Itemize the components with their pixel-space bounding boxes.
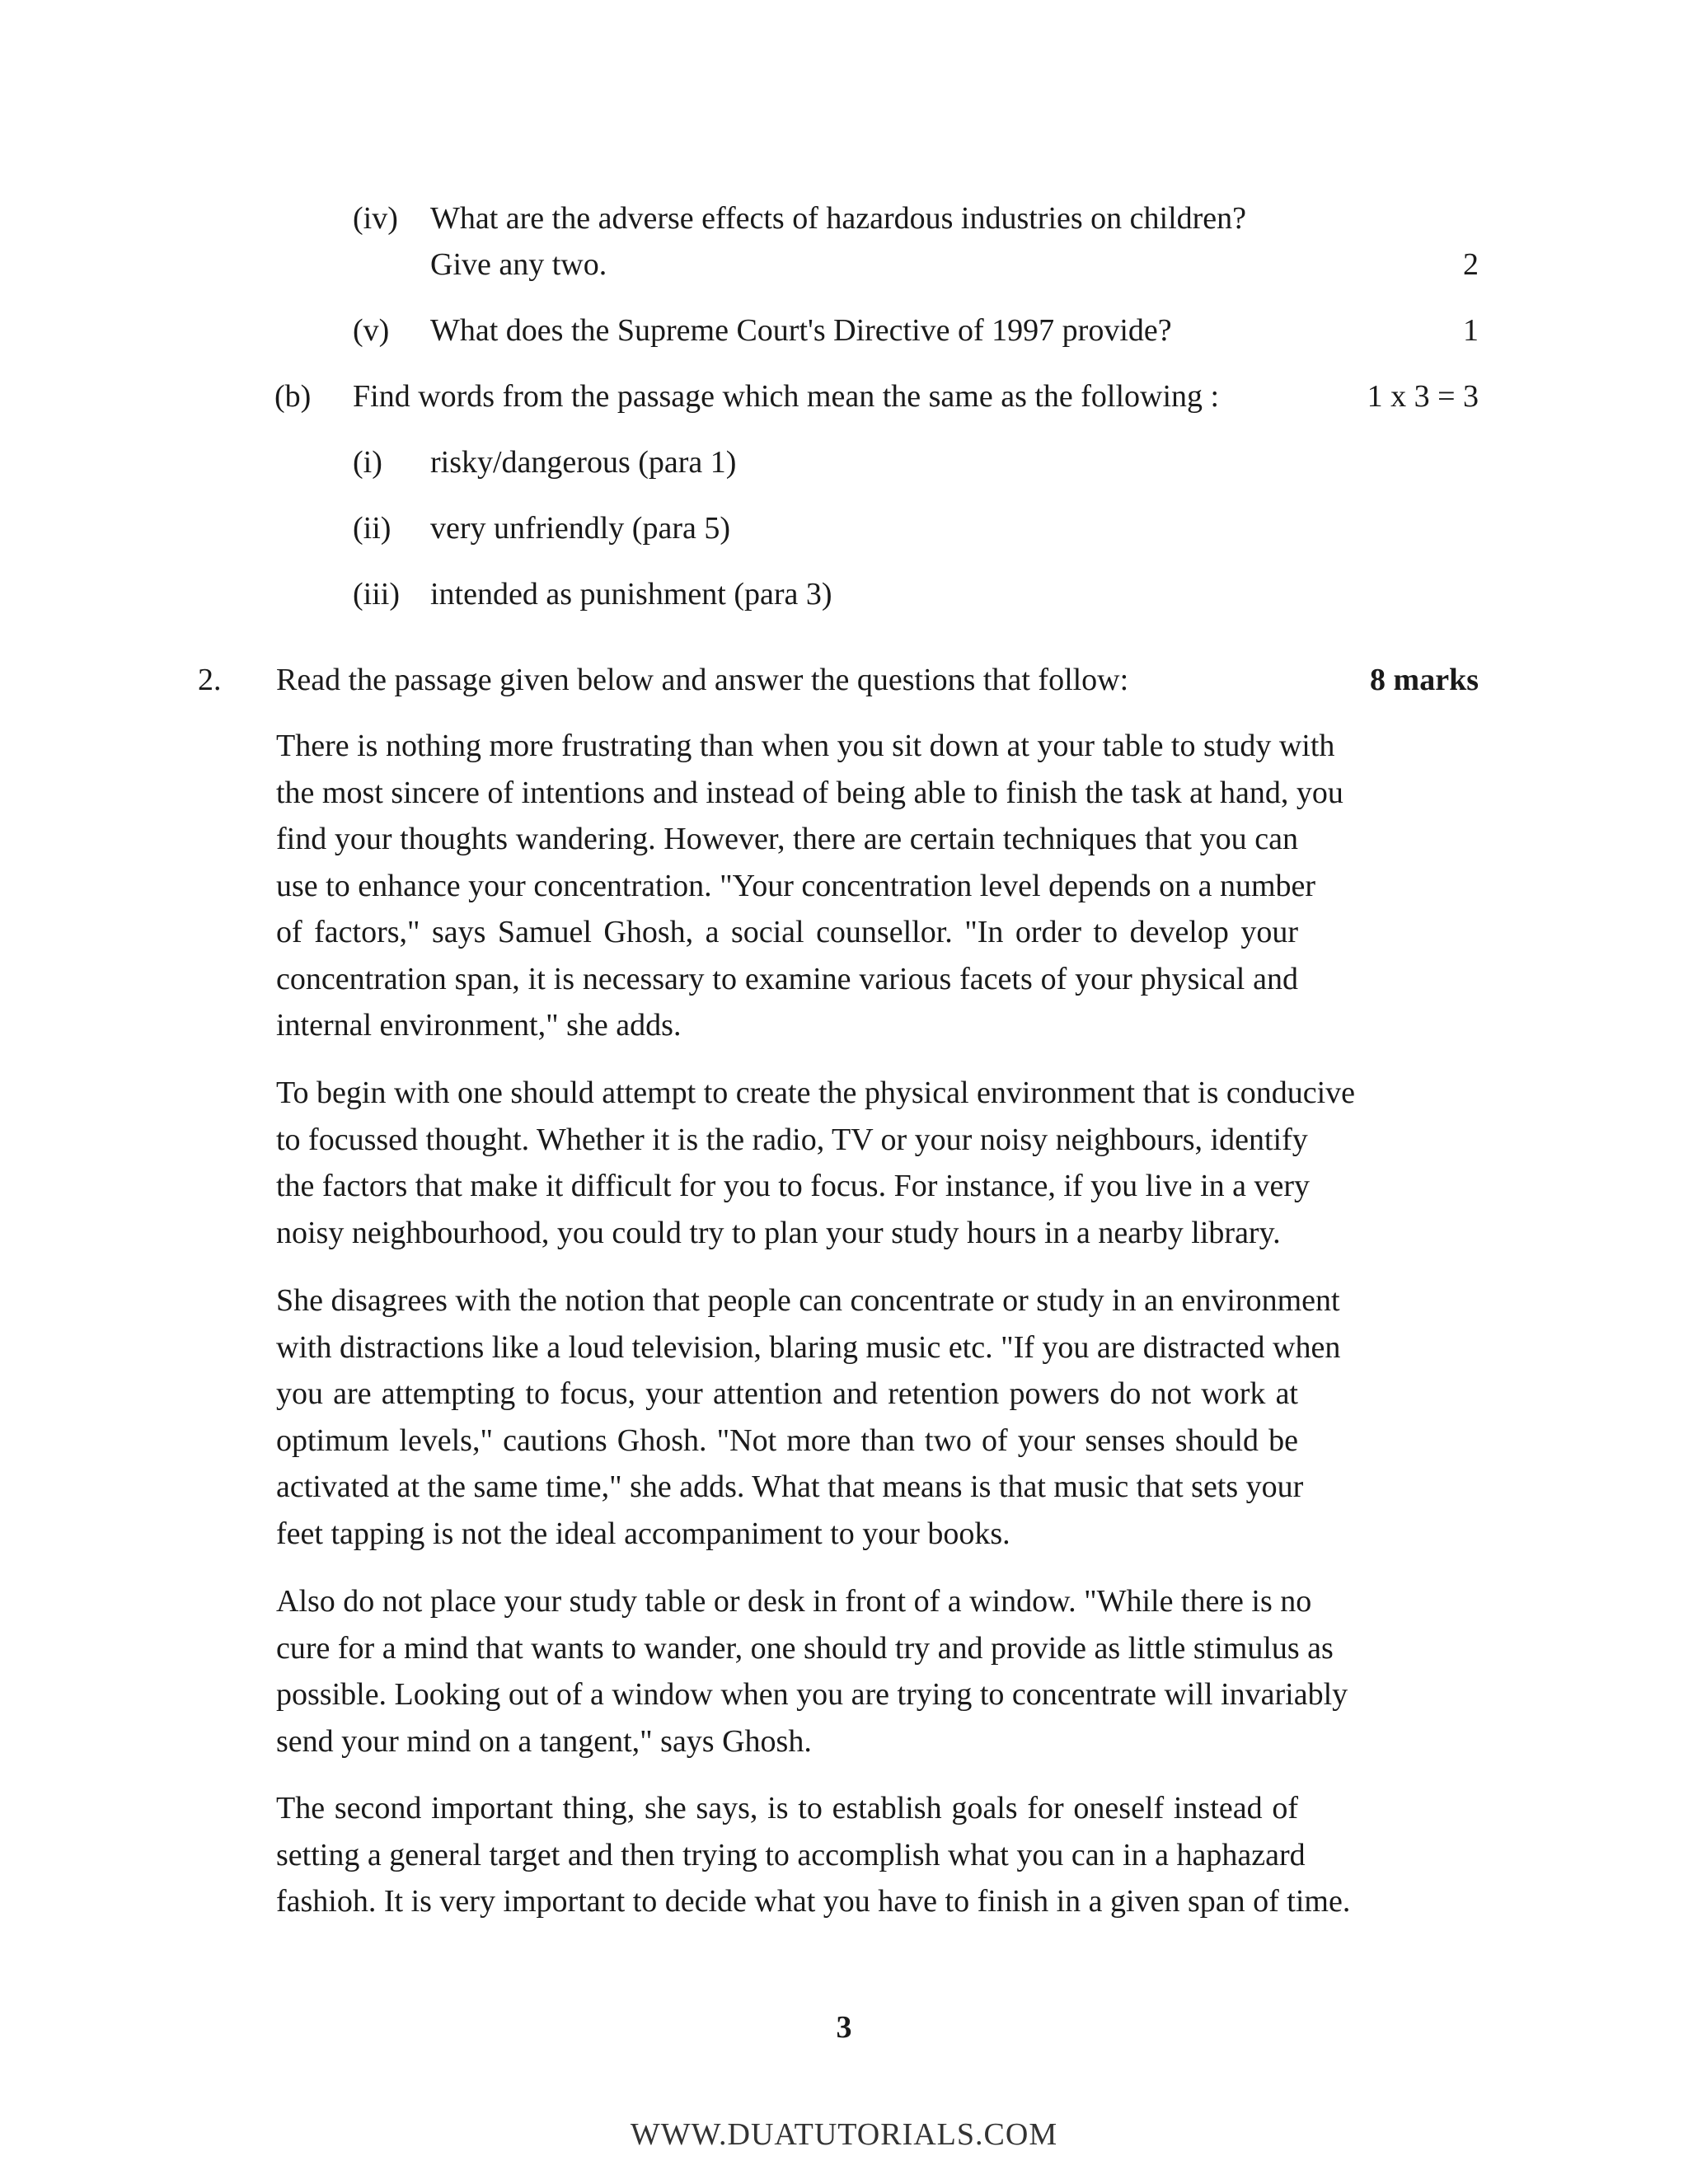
part-b-item-text: risky/dangerous (para 1) (430, 445, 737, 480)
passage-line: fashioh. It is very important to decide what you have to finish in a given span of time. (276, 1884, 1351, 1919)
question-iv-line-2: Give any two. (430, 247, 607, 282)
part-b-item-number: (ii) (353, 511, 392, 546)
passage-line: optimum levels," cautions Ghosh. "Not more than two of your senses should be (276, 1422, 1298, 1458)
passage-line: Also do not place your study table or desk in front of a window. "While there is no (276, 1584, 1312, 1619)
question-iv-marks: 2 (1463, 247, 1479, 282)
question-iv-line-1: What are the adverse effects of hazardous industries on children? (430, 201, 1247, 236)
passage-line: use to enhance your concentration. "Your concentration level depends on a number (276, 868, 1316, 903)
passage-line: you are attempting to focus, your attention and retention powers do not work at (276, 1376, 1298, 1411)
part-b-instruction: Find words from the passage which mean the same as the following : (353, 379, 1220, 414)
page-number: 3 (836, 2010, 852, 2045)
footer-watermark: WWW.DUATUTORIALS.COM (630, 2117, 1058, 2152)
passage-line: the most sincere of intentions and instead of being able to finish the task at hand, you (276, 775, 1343, 810)
part-b-item-text: very unfriendly (para 5) (430, 511, 731, 546)
passage-line: noisy neighbourhood, you could try to plan your study hours in a nearby library. (276, 1215, 1281, 1250)
passage-line: send your mind on a tangent," says Ghosh. (276, 1723, 812, 1759)
question-v-text: What does the Supreme Court's Directive of 1997 provide? (430, 313, 1172, 348)
question-v-marks: 1 (1463, 313, 1479, 348)
passage-line: with distractions like a loud television, blaring music etc. "If you are distracted when (276, 1329, 1341, 1365)
part-b-label: (b) (274, 379, 312, 414)
passage-line: of factors," says Samuel Ghosh, a social counsellor. "In order to develop your (276, 915, 1298, 949)
passage-paragraph-4 (276, 1578, 1348, 1765)
passage-line: possible. Looking out of a window when you are trying to concentrate will invariably (276, 1677, 1348, 1712)
part-b-item-number: (i) (353, 445, 382, 480)
question-2-number: 2. (198, 663, 222, 697)
question-2-instruction: Read the passage given below and answer the questions that follow: (276, 663, 1129, 697)
passage-line: concentration span, it is necessary to examine various facets of your physical and (276, 961, 1298, 996)
passage-line: The second important thing, she says, is to establish goals for oneself instead of (276, 1791, 1298, 1825)
part-b-item-text: intended as punishment (para 3) (430, 577, 832, 612)
passage-line: cure for a mind that wants to wander, one should try and provide as little stimulus as (276, 1630, 1334, 1666)
question-number-iv: (iv) (353, 201, 398, 236)
passage-paragraph-3 (276, 1277, 1341, 1557)
passage-line: find your thoughts wandering. However, there are certain techniques that you can (276, 822, 1298, 856)
passage-line: feet tapping is not the ideal accompaniment to your books. (276, 1516, 1010, 1551)
passage-line: To begin with one should attempt to create the physical environment that is conducive (276, 1076, 1356, 1110)
passage-line: activated at the same time," she adds. What that means is that music that sets your (276, 1469, 1304, 1504)
passage-line: the factors that make it difficult for you to focus. For instance, if you live in a very (276, 1169, 1311, 1203)
part-b-marks: 1 x 3 = 3 (1367, 379, 1479, 414)
part-b-item-number: (iii) (353, 577, 400, 612)
passage-paragraph-5 (276, 1785, 1351, 1925)
passage-paragraph-2 (276, 1070, 1356, 1256)
passage-paragraph-1 (276, 723, 1343, 1049)
passage-line: to focussed thought. Whether it is the radio, TV or your noisy neighbours, identify (276, 1122, 1308, 1157)
passage-line: There is nothing more frustrating than when you sit down at your table to study with (276, 729, 1335, 763)
passage-line: setting a general target and then trying to accomplish what you can in a haphazard (276, 1837, 1306, 1872)
question-2-marks: 8 marks (1370, 663, 1479, 697)
question-number-v: (v) (353, 313, 390, 348)
passage-line: She disagrees with the notion that people can concentrate or study in an environment (276, 1283, 1340, 1318)
passage-line: internal environment," she adds. (276, 1008, 682, 1043)
